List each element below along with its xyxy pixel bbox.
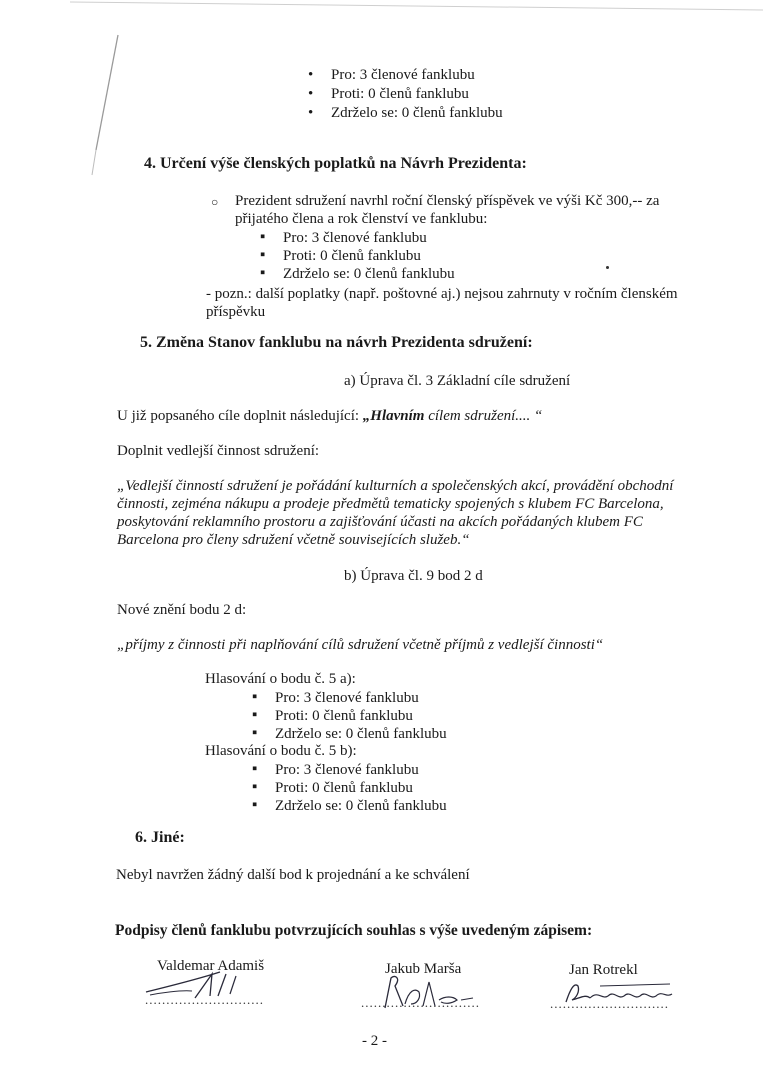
section-5b-subheading: b) Úprava čl. 9 bod 2 d [344,568,483,584]
section-4-heading: 4. Určení výše členských poplatků na Návrh Prezidenta: [144,155,527,172]
signer-name-2: Jakub Marša [385,961,462,977]
section-5b-vote-proti: ▪ Proti: 0 členů fanklubu [275,779,413,797]
section-5a-vote-zdrzelo: ▪ Zdrželo se: 0 členů fanklubu [275,725,447,743]
signature-3-handwriting [560,972,680,1012]
top-vote-zdrzelo: • Zdrželo se: 0 členů fanklubu [331,104,503,122]
section-5-quote-line-4: Barcelona pro členy sdružení včetně souvisejících služeb.“ [117,532,470,548]
section-4-note-line-1: - pozn.: další poplatky (např. poštovné aj.) nejsou zahrnuty v ročním členském [206,286,678,302]
section-5a-subheading: a) Úprava čl. 3 Základní cíle sdružení [344,373,571,389]
section-5a-bold: „Hlavním [362,408,425,424]
section-6-text: Nebyl navržen žádný další bod k projednání a ke schválení [116,867,470,883]
section-5-quote-line-3: poskytování reklamního prostoru a zajišťování účasti na akcích pořádaných klubem FC [117,514,643,530]
section-4-line-2: přijatého člena a rok členství ve fanklubu: [235,211,488,227]
section-4-vote-pro: ▪ Pro: 3 členové fanklubu [283,229,427,247]
section-5-doplnit: Doplnit vedlejší činnost sdružení: [117,443,320,459]
section-5-quote-line-2: činnosti, zejména nákupu a prodeje předmětů tematicky spojených s klubem FC Barcelona, [117,496,664,512]
stray-dot [606,266,609,269]
section-5b-nove: Nové znění bodu 2 d: [117,602,247,618]
section-5a-vote-pro: ▪ Pro: 3 členové fanklubu [275,689,419,707]
section-5b-vote-pro: ▪ Pro: 3 členové fanklubu [275,761,419,779]
section-6-heading: 6. Jiné: [135,829,185,846]
section-5b-vote-heading: Hlasování o bodu č. 5 b): [205,743,357,759]
section-4-line-1: ○ Prezident sdružení navrhl roční členský příspěvek ve výši Kč 300,-- za [235,192,659,210]
section-4-vote-zdrzelo: ▪ Zdrželo se: 0 členů fanklubu [283,265,455,283]
section-4-vote-proti: ▪ Proti: 0 členů fanklubu [283,247,421,265]
signature-line-1: ............................ [145,992,264,1007]
top-vote-proti: • Proti: 0 členů fanklubu [331,85,469,103]
section-5a-line [117,407,542,425]
section-5-heading: 5. Změna Stanov fanklubu na návrh Prezidenta sdružení: [140,334,533,351]
section-4-note-line-2: příspěvku [206,304,266,320]
signature-1-handwriting [140,960,250,1005]
signature-line-3: ............................ [550,996,669,1011]
section-5b-quote: „příjmy z činnosti při naplňování cílů sdružení včetně příjmů z vedlejší činnosti“ [117,637,604,653]
section-5b-vote-zdrzelo: ▪ Zdrželo se: 0 členů fanklubu [275,797,447,815]
signer-name-1: Valdemar Adamiš [157,958,265,974]
top-vote-pro: • Pro: 3 členové fanklubu [331,66,475,84]
section-5-quote-line-1: „Vedlejší činností sdružení je pořádání kulturních a společenských akcí, provádění obchodní [117,478,674,494]
section-5a-rest: cílem sdružení.... “ [424,408,543,424]
section-5a-vote-proti: ▪ Proti: 0 členů fanklubu [275,707,413,725]
page-number: - 2 - [362,1033,387,1049]
signature-2-handwriting [375,970,485,1015]
section-5a-vote-heading: Hlasování o bodu č. 5 a): [205,671,356,687]
signature-line-2: ............................ [361,995,480,1010]
section-5a-prefix: U již popsaného cíle doplnit následující: [117,408,363,424]
signer-name-3: Jan Rotrekl [569,962,638,978]
signatures-heading: Podpisy členů fanklubu potvrzujících souhlas s výše uvedeným zápisem: [115,922,593,939]
